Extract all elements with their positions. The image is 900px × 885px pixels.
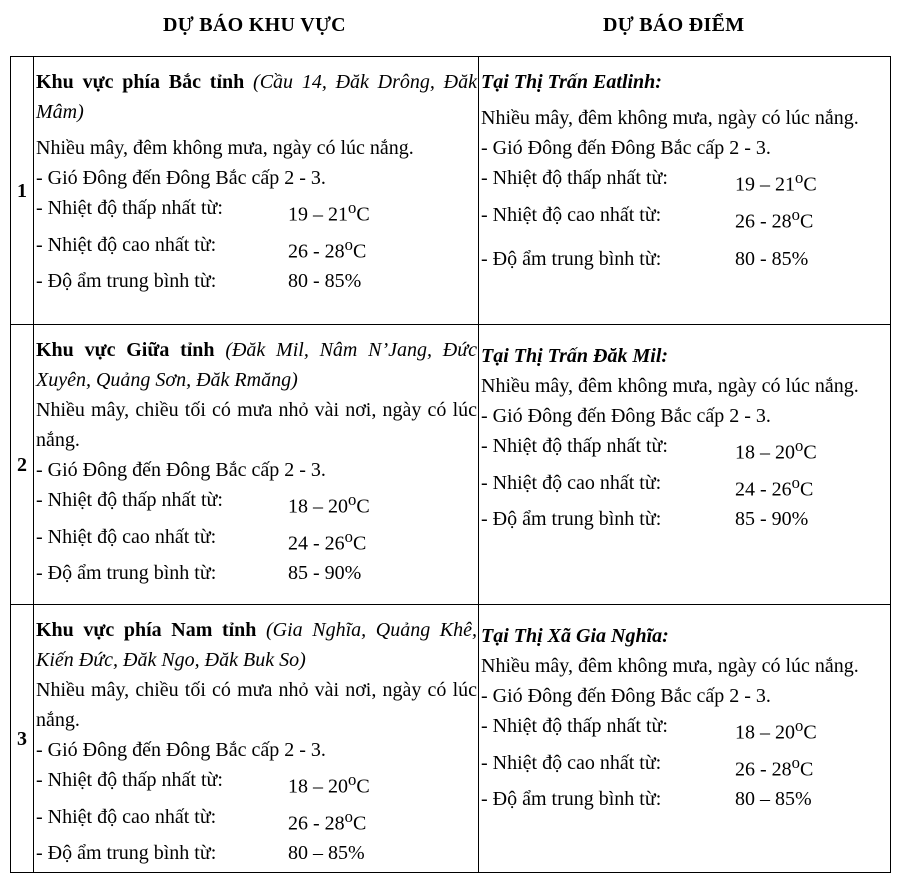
humidity-value: 80 – 85% (288, 842, 365, 865)
humidity-value: 80 - 85% (735, 248, 809, 271)
humidity-label: - Độ ẩm trung bình từ: (36, 562, 217, 585)
weather-text: Nhiều mây, chiều tối có mưa nhỏ vài nơi, ngày có lúc nắng. (36, 679, 477, 731)
humidity-label: - Độ ẩm trung bình từ: (481, 788, 662, 811)
weather-text: Nhiều mây, đêm không mưa, ngày có lúc nắng. (481, 107, 859, 129)
table-row (11, 57, 891, 325)
wind-text: - Gió Đông đến Đông Bắc cấp 2 - 3. (481, 685, 771, 707)
temp-max-label: - Nhiệt độ cao nhất từ: (481, 751, 662, 774)
temp-min-line (36, 765, 477, 802)
humidity-label: - Độ ẩm trung bình từ: (36, 270, 217, 293)
temp-min-label: - Nhiệt độ thấp nhất từ: (36, 489, 223, 511)
temp-min-line (481, 431, 888, 468)
humidity-value: 80 – 85% (735, 788, 812, 811)
humidity-line (481, 244, 888, 274)
temp-max-line (481, 200, 888, 237)
humidity-value: 85 - 90% (288, 562, 362, 585)
weather-text: Nhiều mây, đêm không mưa, ngày có lúc nắng. (481, 655, 859, 677)
row-number: 3 (11, 605, 34, 873)
temp-min-label: - Nhiệt độ thấp nhất từ: (36, 197, 223, 219)
humidity-label: - Độ ẩm trung bình từ: (481, 248, 662, 271)
humidity-line (36, 558, 477, 588)
point-forecast-cell (479, 605, 891, 873)
point-forecast-cell (479, 325, 891, 605)
area-forecast-header: DỰ BÁO KHU VỰC (163, 14, 346, 36)
area-forecast-cell (34, 605, 479, 873)
wind-text: - Gió Đông đến Đông Bắc cấp 2 - 3. (36, 459, 326, 481)
wind-text: - Gió Đông đến Đông Bắc cấp 2 - 3. (481, 405, 771, 427)
temp-min-line (36, 485, 477, 522)
temp-min-line (481, 163, 888, 200)
humidity-label: - Độ ẩm trung bình từ: (36, 842, 217, 865)
table-row (11, 605, 891, 873)
temp-max-value: 26 - 28$^o$C (288, 806, 367, 835)
temp-max-line (36, 522, 477, 559)
temp-max-line (481, 468, 888, 505)
area-name: Khu vực phía Nam tỉnh (36, 619, 257, 641)
temp-max-label: - Nhiệt độ cao nhất từ: (481, 203, 662, 226)
area-forecast-cell (34, 57, 479, 325)
temp-max-line (481, 748, 888, 785)
humidity-value: 80 - 85% (288, 270, 362, 293)
temp-max-label: - Nhiệt độ cao nhất từ: (481, 471, 662, 494)
humidity-line (481, 504, 888, 534)
forecast-table (10, 56, 891, 873)
temp-min-value: 19 – 21$^o$C (735, 168, 817, 196)
point-title: Tại Thị Trấn Eatlinh: (481, 71, 662, 93)
point-forecast-header: DỰ BÁO ĐIỂM (603, 14, 745, 36)
temp-min-line (481, 711, 888, 748)
area-title (36, 335, 477, 395)
temp-min-value: 18 – 20$^o$C (735, 436, 817, 464)
temp-min-value: 18 – 20$^o$C (288, 770, 370, 798)
temp-max-value: 26 - 28$^o$C (288, 234, 367, 263)
temp-max-line (36, 230, 477, 267)
area-forecast-cell (34, 325, 479, 605)
humidity-value: 85 - 90% (735, 508, 809, 531)
temp-min-line (36, 193, 477, 230)
temp-max-label: - Nhiệt độ cao nhất từ: (36, 233, 217, 256)
temp-min-label: - Nhiệt độ thấp nhất từ: (481, 167, 668, 189)
temp-max-value: 24 - 26$^o$C (288, 526, 367, 555)
area-title (36, 615, 477, 675)
area-places: (Cầu 14, Đăk Drông, Đăk Mâm) (36, 71, 478, 123)
area-places: (Đăk Mil, Nâm N’Jang, Đức Xuyên, Quảng Sơn, Đăk Rmăng) (36, 339, 477, 391)
temp-max-value: 24 - 26$^o$C (735, 472, 814, 501)
temp-max-value: 26 - 28$^o$C (735, 752, 814, 781)
weather-text: Nhiều mây, đêm không mưa, ngày có lúc nắng. (36, 137, 414, 159)
temp-min-label: - Nhiệt độ thấp nhất từ: (481, 715, 668, 737)
temp-max-line (36, 802, 477, 839)
area-title (36, 67, 477, 127)
area-name: Khu vực Giữa tỉnh (36, 339, 215, 361)
table-row (11, 325, 891, 605)
humidity-line (36, 266, 477, 296)
row-number: 1 (11, 57, 34, 325)
temp-max-label: - Nhiệt độ cao nhất từ: (36, 525, 217, 548)
temp-min-value: 19 – 21$^o$C (288, 198, 370, 226)
humidity-line (481, 784, 888, 814)
point-forecast-cell (479, 57, 891, 325)
weather-text: Nhiều mây, chiều tối có mưa nhỏ vài nơi, ngày có lúc nắng. (36, 399, 477, 451)
temp-min-label: - Nhiệt độ thấp nhất từ: (481, 435, 668, 457)
humidity-label: - Độ ẩm trung bình từ: (481, 508, 662, 531)
area-name: Khu vực phía Bắc tỉnh (36, 71, 245, 93)
temp-min-value: 18 – 20$^o$C (288, 490, 370, 518)
wind-text: - Gió Đông đến Đông Bắc cấp 2 - 3. (36, 739, 326, 761)
temp-min-value: 18 – 20$^o$C (735, 716, 817, 744)
wind-text: - Gió Đông đến Đông Bắc cấp 2 - 3. (481, 137, 771, 159)
wind-text: - Gió Đông đến Đông Bắc cấp 2 - 3. (36, 167, 326, 189)
weather-text: Nhiều mây, đêm không mưa, ngày có lúc nắng. (481, 375, 859, 397)
humidity-line (36, 838, 477, 868)
row-number: 2 (11, 325, 34, 605)
area-places: (Gia Nghĩa, Quảng Khê, Kiến Đức, Đăk Ngo, Đăk Buk So) (36, 619, 478, 671)
temp-max-label: - Nhiệt độ cao nhất từ: (36, 805, 217, 828)
point-title: Tại Thị Xã Gia Nghĩa: (481, 625, 669, 647)
temp-min-label: - Nhiệt độ thấp nhất từ: (36, 769, 223, 791)
temp-max-value: 26 - 28$^o$C (735, 204, 814, 233)
point-title: Tại Thị Trấn Đăk Mil: (481, 345, 669, 367)
